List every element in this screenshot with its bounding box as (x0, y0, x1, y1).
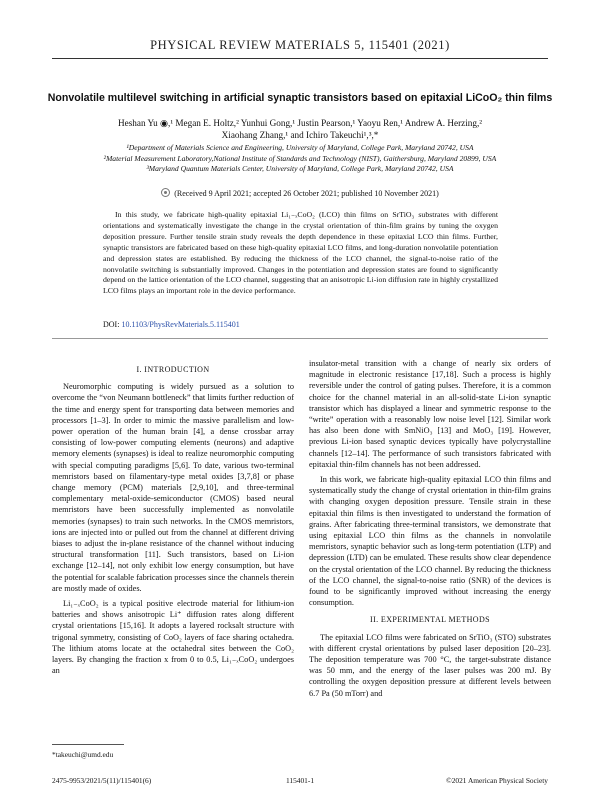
received-dates (0, 188, 600, 198)
paragraph: insulator-metal transition with a change of nearly six orders of magnitude in electronic resistance [17,18]. Such a process is highly reversible under the control of gating pulses. Therefore, it is a common choice for the channel material in an all-solid-state Li-ion synaptic transistor which has displayed a linear and symmetric response to the “write” operation with a reasonably low noise level [12]. Similar work has also been done with SmNiO₃ [13] and MoO₃ [19]. However, previous Li-ion based synaptic devices typically have polycrystalline channels [12–14]. The performance of such transistors fabricated with epitaxial thin-film channels has not been addressed. (309, 359, 551, 469)
right-column (309, 358, 551, 703)
footer-copyright: ©2021 American Physical Society (446, 776, 548, 785)
footer-page-number: 115401-1 (285, 776, 315, 785)
header-rule (52, 58, 548, 59)
footer-issn: 2475-9953/2021/5(11)/115401(6) (52, 776, 152, 785)
paragraph: Li₁₋ₓCoO₂ is a typical positive electrode material for lithium-ion batteries and shows anisotropic Li⁺ diffusion rates along different crystal orientations [15,16]. It adopts a layered rocksalt structure with trigonal symmetry, consisting of CoO₂ layers of face sharing octahedra. The lithium atoms locate at the octahedral sites between the CoO₂ layers. By changing the fraction x from 0 to 0.5, Li₁₋ₓCoO₂ undergoes an (52, 599, 294, 676)
left-column (52, 358, 294, 680)
doi (103, 320, 240, 329)
footnote-rule (52, 744, 124, 745)
paragraph: Neuromorphic computing is widely pursued as a solution to overcome the “von Neumann bottleneck” that limits further reduction of the time and energy spent for transporting data between memories and processors [1–3]. In order to mimic the massive parallelism and low-power operation of the human brain [4], a dense crossbar array consisting of low-power computing elements (neurons) and adaptive memory elements (synapses) is ideal to realize neuromorphic computing with special computing paradigms [5,6]. To date, various two-terminal memristors based on filamentary-type metal oxides [3,7,8] or phase change memory (PCM) materials [2,9,10], and three-terminal complementary metal-oxide-semiconductor (CMOS) based neural memristors have been successfully implemented as nonvolatile memories (synapses) to train such networks. In the CMOS memristors, ions are injected into or pulled out from the channel at different driving biases to adjust the in-plane resistance of the channel without inducing structural transformation [11]. Such transistors, based on Li-ion exchange [12–14], not only exhibit low energy consumption, but have the potential for scalable fabrication processes since the channels therein are mostly made of oxides. (52, 382, 294, 593)
paragraph: The epitaxial LCO films were fabricated on SrTiO₃ (STO) substrates with different crystal orientations by pulsed laser deposition [20–23]. The deposition temperature was 700 °C, the target-substrate distance was 50 mm, and the energy of the laser pulses was 200 mJ. By controlling the oxygen deposition pressure at different levels between 6.7 Pa (50 mTorr) and (309, 632, 551, 698)
affiliation-2: ²Material Measurement Laboratory,National Institute of Standards and Technology (NIST), Gaithersburg, Maryland 20899, USA (103, 153, 497, 163)
corresponding-email[interactable]: *takeuchi@umd.edu (52, 750, 114, 759)
journal-header: PHYSICAL REVIEW MATERIALS 5, 115401 (2021) (150, 38, 450, 52)
paragraph: In this work, we fabricate high-quality epitaxial LCO thin films and systematically study the change of crystal orientation in thin-film grains with changing oxygen deposition pressure. Tensile strain in these epitaxial thin films is then investigated to understand the formation of grains. After fabricating three-terminal transistors, we demonstrate that using epitaxial LCO thin films as the channels in nonvolatile memristors, synaptic behavior such as long-term potentiation (LTP) and depression (LTD) can be emulated. These results show clear dependence on the crystal orientation of the LCO channel. By reducing the thickness of the LCO channel, the signal-to-noise ratio (SNR) of the devices is found to be significantly improved without increasing the energy consumption. (309, 475, 551, 608)
crossmark-icon[interactable] (161, 188, 170, 197)
doi-link[interactable]: 10.1103/PhysRevMaterials.5.115401 (121, 320, 240, 329)
section-heading-methods: II. EXPERIMENTAL METHODS (370, 615, 490, 625)
author-line-2: Xiaohang Zhang,¹ and Ichiro Takeuchi¹,³,* (221, 130, 379, 140)
affiliations (40, 143, 560, 175)
affiliation-3: ³Maryland Quantum Materials Center, University of Maryland, College Park, Maryland 20742, USA (146, 164, 454, 174)
author-list (70, 117, 530, 141)
author-line-1: Heshan Yu ◉,¹ Megan E. Holtz,² Yunhui Gong,¹ Justin Pearson,¹ Yaoyu Ren,¹ Andrew A. Herzing,² (117, 118, 483, 128)
affiliation-1: ¹Department of Materials Science and Engineering, University of Maryland, College Park, Maryland 20742, USA (126, 143, 474, 152)
doi-label: DOI: (103, 320, 120, 329)
received-text: (Received 9 April 2021; accepted 26 October 2021; published 10 November 2021) (174, 189, 439, 198)
abstract-divider (52, 338, 548, 339)
article-title: Nonvolatile multilevel switching in artificial synaptic transistors based on epitaxial LiCoO₂ thin films (47, 92, 553, 104)
section-heading-introduction: I. INTRODUCTION (136, 365, 210, 374)
abstract: In this study, we fabricate high-quality epitaxial Li₁₋ₓCoO₂ (LCO) thin films on SrTiO₃ substrates with different orientations and systematically investigate the change in the crystal orientation of thin-film grains by tuning the oxygen deposition pressure. Further tensile strain study reveals the depth dependence in these epitaxial LCO thin films. Further, synaptic transistors are fabricated based on these high-quality epitaxial LCO films, and long-duration nonvolatile potentiation and depression states are established. By reducing the thickness of the LCO channel, the signal-to-noise ratio of the nonvolatile switching is substantially improved. Changes in the potentiation and depression states are found to significantly depend on the lattice orientation of the LCO channel, suggesting that an anisotropic Li-ion diffusion rate in highly crystallized LCO films plays an important role in the device performance. (103, 210, 498, 296)
